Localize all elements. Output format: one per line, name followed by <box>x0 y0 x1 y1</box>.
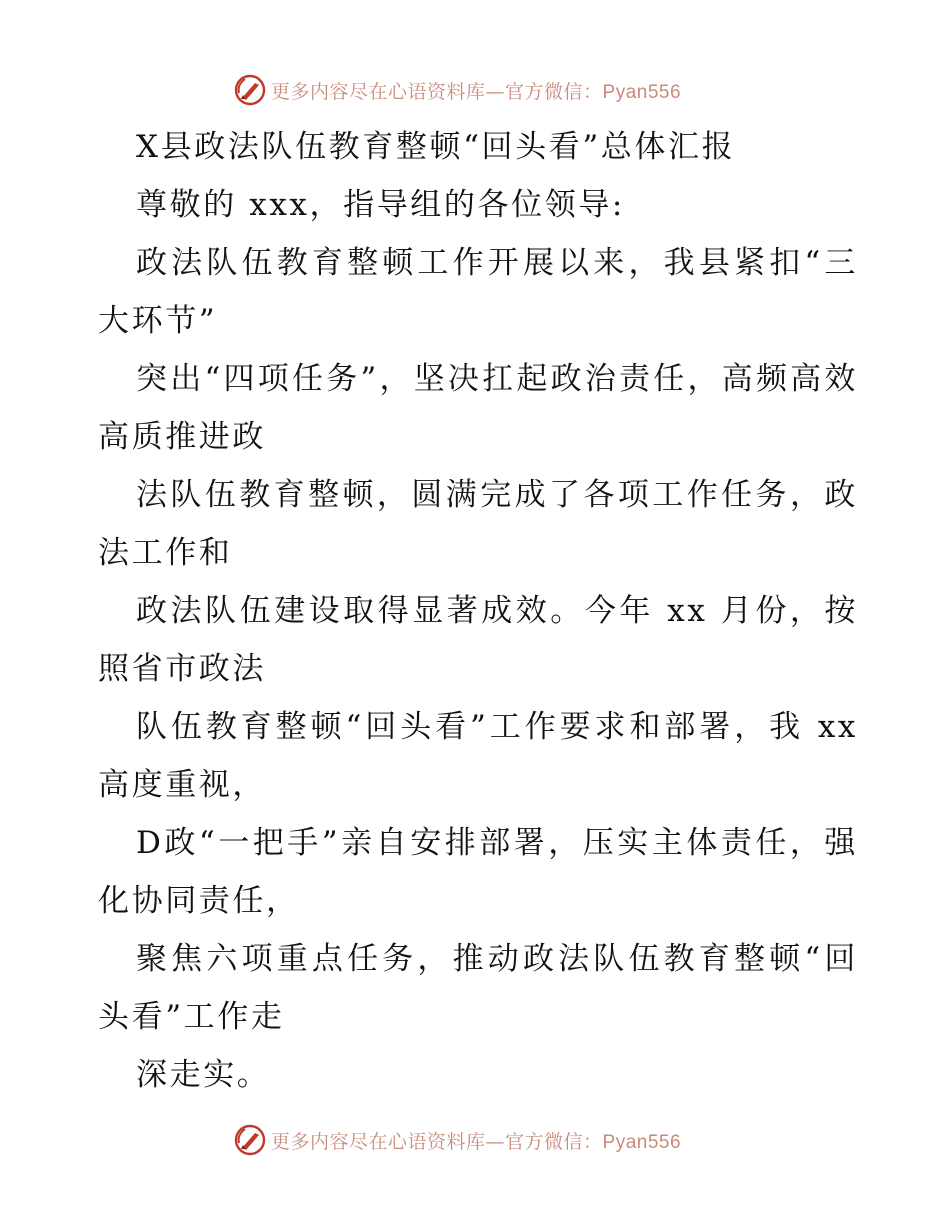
body-line: 聚焦六项重点任务，推动政法队伍教育整顿“回头看”工作走 <box>98 941 858 1035</box>
body-line: 法队伍教育整顿，圆满完成了各项工作任务，政法工作和 <box>98 477 858 571</box>
pen-circle-logo-icon <box>233 73 267 107</box>
body-line: 队伍教育整顿“回头看”工作要求和部署，我 xx 高度重视， <box>98 709 858 803</box>
body-line: 政法队伍建设取得显著成效。今年 xx 月份，按照省市政法 <box>98 593 858 687</box>
body-line: 深走实。 <box>136 1057 271 1093</box>
footer-watermark <box>233 1120 733 1160</box>
body-line: D政“一把手”亲自安排部署，压实主体责任，强化协同责任， <box>98 825 858 919</box>
watermark-text: 更多内容尽在心语资料库—官方微信： <box>271 1130 603 1153</box>
document-body <box>98 118 858 1104</box>
pen-circle-logo-icon <box>233 1123 267 1157</box>
watermark-id: Pyan556 <box>602 1131 682 1153</box>
header-watermark <box>233 70 733 110</box>
salutation: 尊敬的 xxx，指导组的各位领导: <box>136 187 625 223</box>
watermark-id: Pyan556 <box>602 81 682 103</box>
body-line: 政法队伍教育整顿工作开展以来，我县紧扣“三大环节” <box>98 245 858 339</box>
document-title: X县政法队伍教育整顿“回头看”总体汇报 <box>136 129 736 165</box>
body-line: 突出“四项任务”，坚决扛起政治责任，高频高效高质推进政 <box>98 361 858 455</box>
watermark-text: 更多内容尽在心语资料库—官方微信： <box>271 80 603 103</box>
